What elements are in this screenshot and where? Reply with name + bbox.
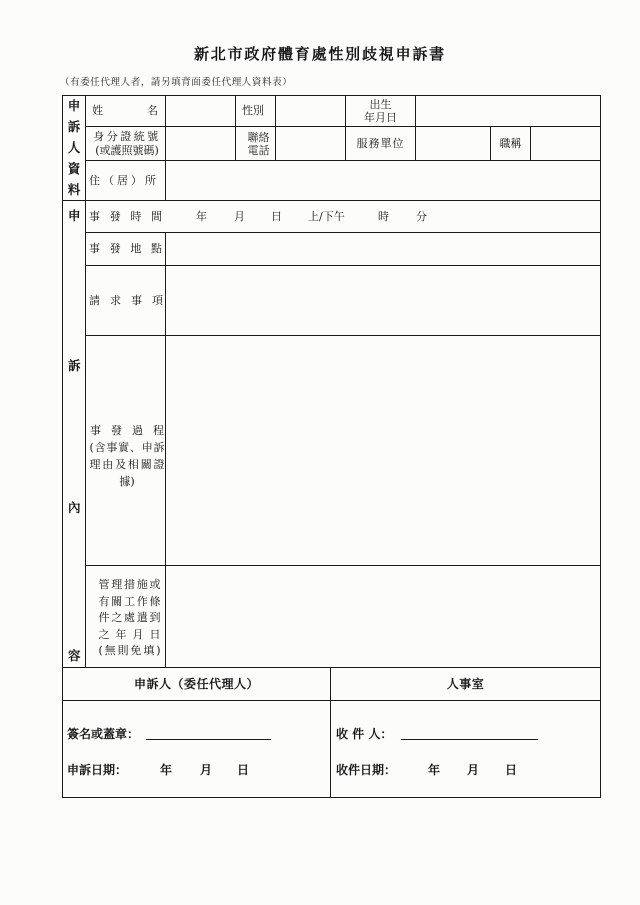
time-part-minute: 分 — [416, 210, 427, 223]
process-label-line: 理由及相關證 — [89, 457, 165, 471]
id-number-field — [166, 127, 236, 161]
office-header: 人事室 — [446, 677, 485, 691]
section-label-char: 容 — [68, 648, 81, 663]
phone-label-line1: 聯絡 — [247, 130, 270, 144]
job-title-field — [531, 127, 601, 161]
time-part-hour: 時 — [378, 210, 389, 223]
section-label-char: 訴 — [68, 358, 81, 373]
section-label-char: 資 — [67, 160, 81, 176]
office-header-cell — [331, 668, 601, 701]
phone-label-cell — [236, 127, 276, 161]
birth-label-line2: 年月日 — [364, 111, 397, 124]
measure-field — [166, 566, 601, 668]
employer-label-cell — [346, 127, 416, 161]
gender-label: 性別 — [242, 104, 264, 117]
incident-time-row — [86, 201, 601, 233]
name-label-cell — [86, 96, 166, 127]
process-label-line: (含事實、申訴 — [89, 440, 165, 454]
applicant-date-year: 年 — [160, 763, 173, 777]
section-label-char: 人 — [67, 139, 81, 155]
phone-field — [276, 127, 346, 161]
request-label: 請 求 事 項 — [89, 293, 163, 307]
applicant-section-label — [63, 96, 86, 201]
receive-date-year: 年 — [428, 763, 441, 777]
process-label-line: 事 發 過 程 — [90, 423, 164, 437]
section-label-char: 料 — [67, 181, 81, 197]
id-label-line2: (或護照號碼) — [95, 143, 159, 157]
birth-label-line1: 出生 — [369, 98, 392, 111]
birth-date-field — [416, 96, 601, 127]
incident-place-label-cell — [86, 233, 166, 266]
request-label-cell — [86, 266, 166, 336]
measure-label-line: 之年月日 — [98, 627, 161, 641]
phone-label-line2: 電話 — [247, 143, 270, 157]
applicant-signature-area — [63, 701, 331, 798]
applicant-date-month: 月 — [200, 763, 213, 777]
process-label-cell — [86, 336, 166, 566]
job-title-label-cell — [491, 127, 531, 161]
measure-label-line: 件之處遣到 — [98, 611, 161, 625]
process-field — [166, 336, 601, 566]
incident-place-field — [166, 233, 601, 266]
complaint-section-label — [63, 201, 86, 668]
office-receipt-area — [331, 701, 601, 798]
applicant-header-cell — [63, 668, 331, 701]
incident-place-label: 事 發 地 點 — [89, 242, 162, 255]
gender-field — [276, 96, 346, 127]
process-label-line: 據) — [119, 474, 135, 488]
birth-label-cell — [346, 96, 416, 127]
employer-label: 服務單位 — [356, 136, 405, 150]
time-part-month: 月 — [234, 210, 245, 223]
time-part-year: 年 — [196, 210, 207, 223]
time-part-ampm: 上/下午 — [308, 210, 345, 223]
receive-date-label: 收件日期： — [336, 763, 397, 777]
name-label: 姓 名 — [92, 104, 158, 117]
id-label-cell — [86, 127, 166, 161]
incident-time-label: 事 發 時 間 — [89, 210, 162, 223]
receiver-underline — [401, 739, 538, 740]
address-label: 住（居）所 — [89, 173, 159, 187]
complaint-form-table — [62, 95, 601, 798]
measure-label-line: 有關工作條 — [98, 594, 161, 608]
section-label-char: 申 — [68, 208, 81, 223]
signature-underline — [146, 739, 271, 740]
applicant-date-day: 日 — [237, 763, 250, 777]
receive-date-month: 月 — [467, 763, 480, 777]
job-title-label: 職稱 — [499, 136, 522, 150]
receive-date-day: 日 — [505, 763, 518, 777]
request-field — [166, 266, 601, 336]
measure-label-line: (無則免填) — [98, 644, 161, 658]
measure-label-cell — [86, 566, 166, 668]
address-field — [166, 161, 601, 201]
address-label-cell — [86, 161, 166, 201]
form-title: 新北市政府體育處性別歧視申訴書 — [193, 45, 446, 63]
section-label-char: 申 — [67, 98, 81, 114]
agent-note: （有委任代理人者，請另填背面委任代理人資料表） — [60, 77, 293, 88]
employer-field — [416, 127, 491, 161]
section-label-char: 內 — [68, 500, 81, 515]
applicant-header: 申訴人（委任代理人） — [133, 677, 259, 691]
signature-label: 簽名或蓋章： — [67, 727, 140, 741]
name-field — [166, 96, 236, 127]
section-label-char: 訴 — [67, 119, 81, 135]
gender-label-cell — [236, 96, 276, 127]
id-label-line1: 身分證統號 — [93, 129, 161, 143]
receiver-label: 收 件 人： — [336, 727, 393, 741]
applicant-date-label: 申訴日期： — [67, 763, 128, 777]
measure-label-line: 管理措施或 — [98, 578, 161, 592]
time-part-day: 日 — [271, 210, 282, 223]
